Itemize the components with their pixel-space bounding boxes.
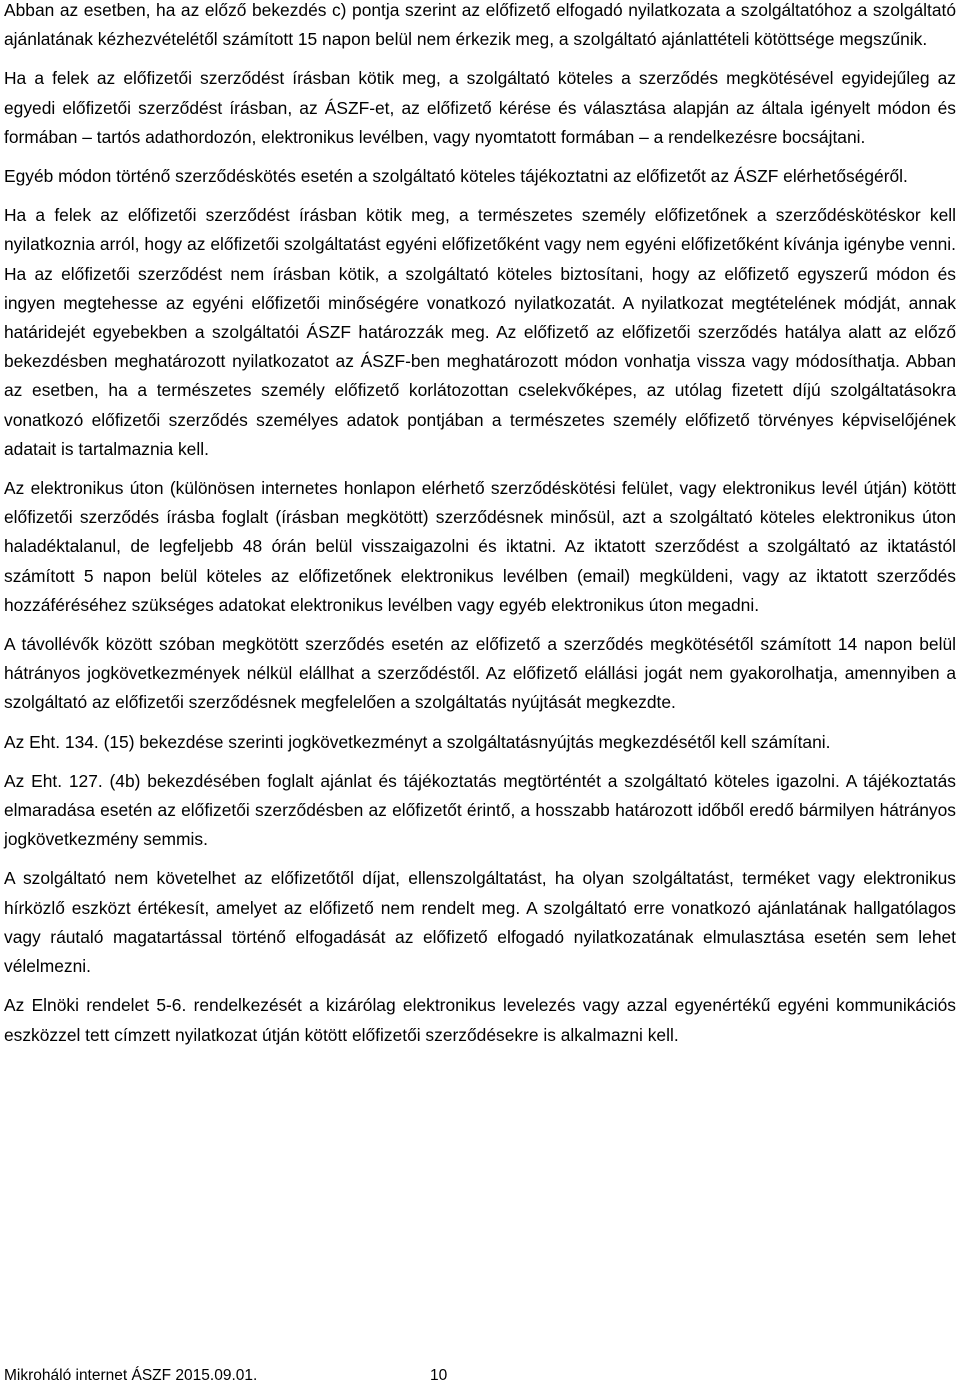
- paragraph-presidential-decree: Az Elnöki rendelet 5-6. rendelkezését a kizárólag elektronikus levelezés vagy azzal egyenértékű egyéni kommunikációs eszközzel tett címzett nyilatkozat útján kötött előfizetői szerződésekre is alkalmazni kell.: [4, 995, 956, 1045]
- paragraph-eht-134: Az Eht. 134. (15) bekezdése szerinti jogkövetkezményt a szolgáltatásnyújtás megkezdésétől kell számítani.: [4, 731, 831, 752]
- paragraph-written-contract: Ha a felek az előfizetői szerződést írásban kötik meg, a szolgáltató köteles a szerződés megkötésével egyidejűleg az egyedi előfizetői szerződést írásban, az ÁSZF-et, az előfizető kérése és választása alapján az általa igényelt módon és formában – tartós adathordozón, elektronikus levélben, vagy nyomtatott formában – a rendelkezésre bocsájtani.: [4, 68, 956, 147]
- paragraph-eht-127: Az Eht. 127. (4b) bekezdésében foglalt ajánlat és tájékoztatás megtörténtét a szolgáltató köteles igazolni. A tájékoztatás elmaradása esetén az előfizetői szerződésben az előfizetőt érintő, a hosszabb határozott időből eredő bármilyen hátrányos jogkövetkezmény semmis.: [4, 770, 956, 850]
- paragraph-unsolicited-service: A szolgáltató nem követelhet az előfizetőtől díjat, ellenszolgáltatást, ha olyan szolgáltatást, terméket vagy elektronikus hírközlő eszközt értékesít, amelyet az előfizető nem rendelt meg. A szolgáltató erre vonatkozó ajánlatának hallgatólagos vagy ráutaló magatartással történő elfogadását az előfizető elfogadó nyilatkozatának elmulasztása esetén sem lehet vélelmezni.: [4, 868, 956, 977]
- footer-document-title: Mikroháló internet ÁSZF 2015.09.01.: [4, 1367, 258, 1384]
- document-body: [4, 0, 956, 1050]
- footer-page-number: 10: [430, 1367, 448, 1384]
- paragraph-other-contract: Egyéb módon történő szerződéskötés esetén a szolgáltató köteles tájékoztatni az előfizetőt az ÁSZF elérhetőségéről.: [4, 166, 908, 187]
- paragraph-withdrawal-right: A távollévők között szóban megkötött szerződés esetén az előfizető a szerződés megkötésétől számított 14 napon belül hátrányos jogkövetkezmények nélkül elállhat a szerződéstől. Az előfizető elállási jogát nem gyakorolhatja, amennyiben a szolgáltató az előfizetői szerződésnek megfelelően a szolgáltatás nyújtását megkezdte.: [4, 634, 956, 713]
- paragraph-electronic-contract: Az elektronikus úton (különösen internetes honlapon elérhető szerződéskötési felület, vagy elektronikus levél útján) kötött előfizetői szerződés írásba foglalt (írásban megkötött) szerződésnek minősül, azt a szolgáltató köteles elektronikus úton haladéktalanul, de legfeljebb 48 órán belül visszaigazolni és iktatni. Az iktatott szerződést a szolgáltató az iktatástól számított 5 napon belül köteles az előfizetőnek elektronikus levélben (email) megküldeni, vagy az iktatott szerződés hozzáféréséhez szükséges adatokat elektronikus levélben vagy egyéb elektronikus úton megadni.: [4, 478, 956, 615]
- paragraph-offer-expiry: Abban az esetben, ha az előző bekezdés c) pontja szerint az előfizető elfogadó nyilatkozata a szolgáltatóhoz a szolgáltató ajánlatának kézhezvételétől számított 15 napon belül nem érkezik meg, a szolgáltató ajánlattételi kötöttsége megszűnik.: [4, 0, 956, 50]
- paragraph-subscriber-declaration: Ha a felek az előfizetői szerződést írásban kötik meg, a természetes személy előfizetőnek a szerződéskötéskor kell nyilatkoznia arról, hogy az előfizetői szolgáltatást egyéni előfizetőként vagy nem egyéni előfizetőként kívánja igénybe venni. Ha az előfizetői szerződést nem írásban kötik, a szolgáltató köteles biztosítani, hogy az előfizető egyszerű módon és ingyen megtehesse az egyéni előfizetői minőségére vonatkozó nyilatkozatát. A nyilatkozat megtételének módját, annak határidejét egyebekben a szolgáltatói ÁSZF határozzák meg. Az előfizető az előfizetői szerződés hatálya alatt az előző bekezdésben meghatározott nyilatkozatot az ÁSZF-ben meghatározott módon vonhatja vissza vagy módosíthatja. Abban az esetben, ha a természetes személy előfizető korlátozottan cselekvőképes, az utólag fizetett díjú szolgáltatásokra vonatkozó előfizetői szerződés személyes adatok pontjában a természetes személy előfizető törvényes képviselőjének adatait is tartalmaznia kell.: [4, 205, 956, 459]
